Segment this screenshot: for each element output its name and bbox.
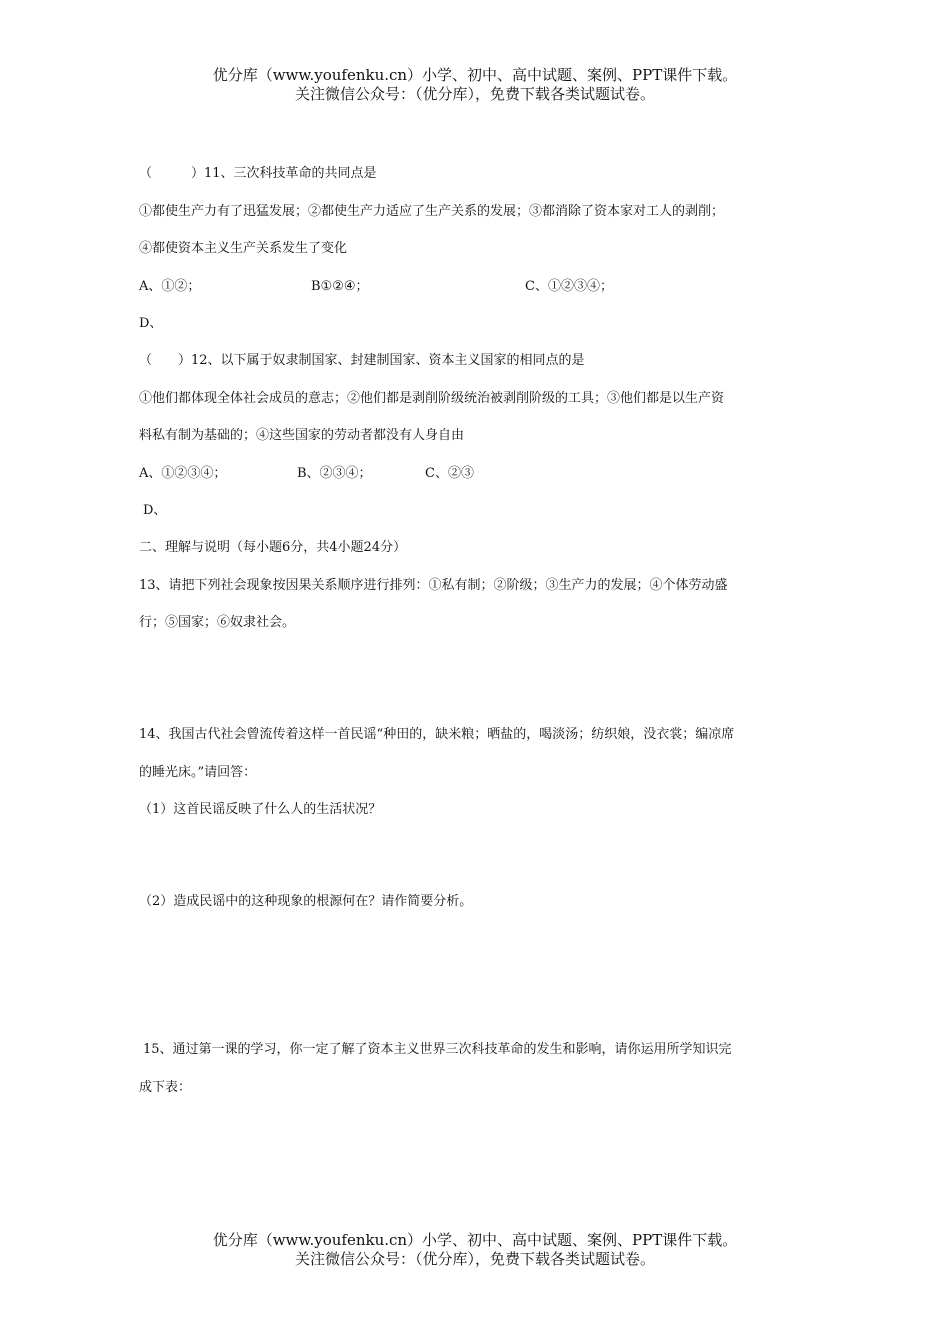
q12-option-c: C、②③ [425,466,474,481]
q11-items-line-1: ①都使生产力有了迅猛发展；②都使生产力适应了生产关系的发展；③都消除了资本家对工人的剥削； [139,204,725,219]
q14-line-1: 14、我国古代社会曾流传着这样一首民谣“种田的，缺米粮；晒盐的，喝淡汤；纺织娘，没衣裳；编凉席 [139,727,735,742]
q14-sub-question-1: （1）这首民谣反映了什么人的生活状况？ [139,802,382,817]
page-footer [0,1231,950,1269]
footer-line-1: 优分库（www.youfenku.cn）小学、初中、高中试题、案例、PPT课件下载。 [212,1231,738,1249]
section-2-title: 二、理解与说明（每小题6分，共4小题24分） [139,540,407,555]
q12-option-d: D、 [143,503,167,518]
q14-sub-question-2: （2）造成民谣中的这种现象的根源何在？请作简要分析。 [139,894,473,909]
q12-option-a: A、①②③④； [139,466,227,481]
q11-items-line-2: ④都使资本主义生产关系发生了变化 [139,241,348,256]
q15-line-2: 成下表： [139,1080,192,1095]
q15-line-1: 15、通过第一课的学习，你一定了解了资本主义世界三次科技革命的发生和影响，请你运用所学知识完 [143,1042,732,1057]
q12-items-line-2: 料私有制为基础的；④这些国家的劳动者都没有人身自由 [139,428,465,443]
header-line-1: 优分库（www.youfenku.cn）小学、初中、高中试题、案例、PPT课件下载。 [212,66,738,84]
q11-option-b: B①②④； [311,279,369,294]
q12-option-b: B、②③④； [297,466,372,481]
q13-line-2: 行；⑤国家；⑥奴隶社会。 [139,615,296,630]
q14-line-2: 的睡光床。”请回答： [139,765,257,780]
footer-line-2: 关注微信公众号：（优分库），免费下载各类试题试卷。 [294,1250,655,1268]
page-header [0,66,950,104]
q11-option-c: C、①②③④； [525,279,613,294]
q11-option-a: A、①②； [139,279,201,294]
q12-stem: （ ）12、以下属于奴隶制国家、封建制国家、资本主义国家的相同点的是 [139,353,585,368]
q12-items-line-1: ①他们都体现全体社会成员的意志；②他们都是剥削阶级统治被剥削阶级的工具；③他们都是以生产资 [139,391,725,406]
header-line-2: 关注微信公众号：（优分库），免费下载各类试题试卷。 [294,85,655,103]
q13-line-1: 13、请把下列社会现象按因果关系顺序进行排列：①私有制；②阶级；③生产力的发展；④个体劳动盛 [139,578,728,593]
q11-option-d: D、 [139,316,163,331]
q11-stem: （ ）11、三次科技革命的共同点是 [139,166,377,181]
